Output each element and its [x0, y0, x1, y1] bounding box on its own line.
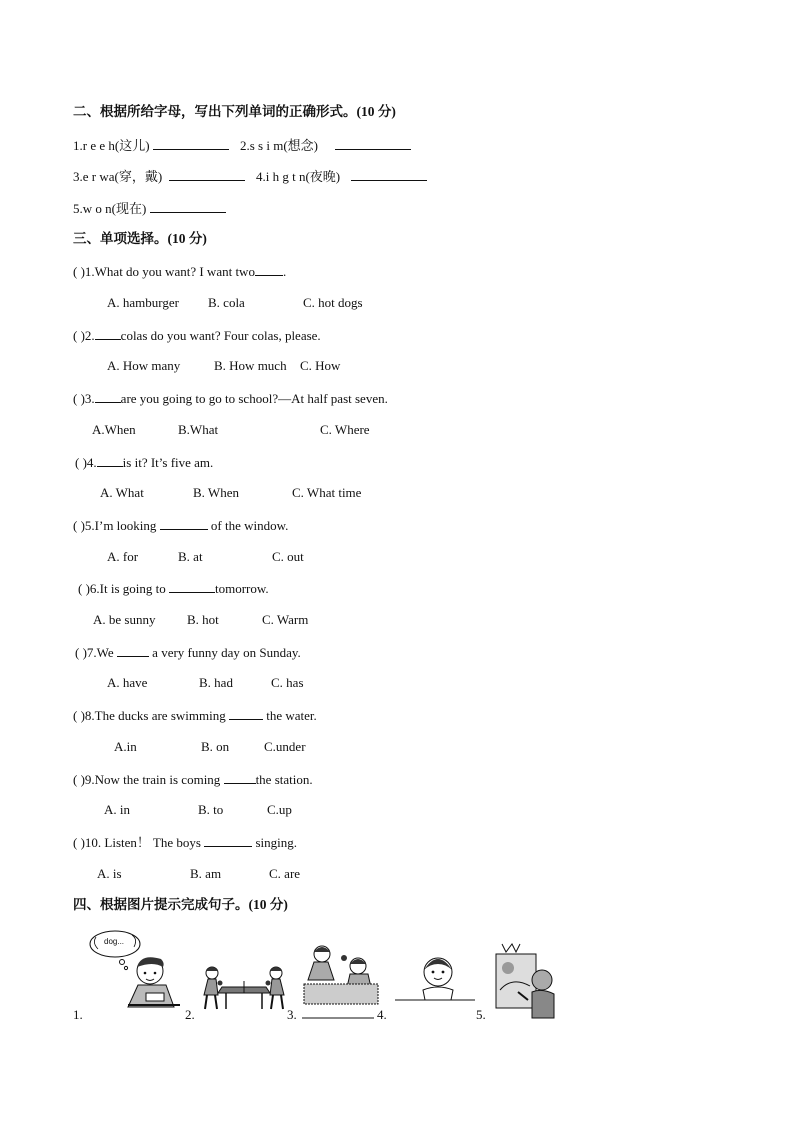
- question-7-tail: a very funny day on Sunday.: [152, 645, 301, 660]
- question-8-stem: ( )8.The ducks are swimming: [73, 708, 226, 723]
- question-3: [73, 390, 388, 407]
- q2-option-a[interactable]: A. How many: [107, 358, 181, 373]
- question-4-blank[interactable]: [97, 454, 123, 467]
- word-item-3-text: 3.e r wa(穿，戴): [73, 169, 163, 184]
- q8-option-c[interactable]: C.under: [264, 739, 306, 754]
- q9-option-a[interactable]: A. in: [104, 802, 130, 817]
- q10-option-a[interactable]: A. is: [97, 866, 122, 881]
- q9-option-b[interactable]: B. to: [198, 802, 224, 817]
- word-item-1: [73, 137, 229, 154]
- question-3-stem: ( )3.: [73, 391, 95, 406]
- picture-number-4: 4.: [377, 1007, 387, 1022]
- question-4: [75, 454, 213, 471]
- question-10: [73, 834, 297, 851]
- word-item-5: [73, 200, 226, 217]
- q8-option-a[interactable]: A.in: [114, 739, 137, 754]
- q10-option-c[interactable]: C. are: [269, 866, 301, 881]
- word-item-4-text: 4.i h g t n(夜晚): [256, 169, 341, 184]
- q6-option-a[interactable]: A. be sunny: [93, 612, 156, 627]
- question-5-tail: of the window.: [210, 518, 289, 533]
- question-8: [73, 707, 317, 724]
- girl-illustration: [393, 950, 477, 1005]
- question-9-blank[interactable]: [224, 771, 256, 784]
- question-4-tail: is it? It’s five am.: [122, 455, 214, 470]
- picture-4-girl: [393, 950, 477, 1005]
- question-1-blank[interactable]: [255, 263, 283, 276]
- question-5: [73, 517, 288, 534]
- picture-1-boy-thinking: [88, 927, 180, 1017]
- section2-heading: 二、根据所给字母，写出下列单词的正确形式。(10 分): [73, 104, 396, 119]
- word-item-4: [256, 168, 427, 185]
- q5-option-b[interactable]: B. at: [178, 549, 203, 564]
- question-9-tail: the station.: [255, 772, 313, 787]
- q3-option-b[interactable]: B.What: [178, 422, 219, 437]
- question-7: [75, 644, 301, 661]
- question-3-blank[interactable]: [95, 390, 121, 403]
- answer-blank-3[interactable]: [169, 168, 245, 181]
- answer-blank-2[interactable]: [335, 137, 411, 150]
- question-9: [73, 771, 313, 788]
- picture-number-5: 5.: [476, 1007, 486, 1022]
- question-2-tail: colas do you want? Four colas, please.: [120, 328, 321, 343]
- picture-number-2: 2.: [185, 1007, 195, 1022]
- question-6-stem: ( )6.It is going to: [78, 581, 166, 596]
- question-10-tail: singing.: [255, 835, 297, 850]
- answer-blank-5[interactable]: [150, 200, 226, 213]
- question-8-blank[interactable]: [229, 707, 263, 720]
- q1-option-b[interactable]: B. cola: [208, 295, 245, 310]
- q4-option-a[interactable]: A. What: [100, 485, 144, 500]
- question-2-blank[interactable]: [95, 327, 121, 340]
- question-6-tail: tomorrow.: [215, 581, 269, 596]
- question-4-stem: ( )4.: [75, 455, 97, 470]
- answer-blank-4[interactable]: [351, 168, 427, 181]
- q1-option-c[interactable]: C. hot dogs: [303, 295, 363, 310]
- question-2-stem: ( )2.: [73, 328, 95, 343]
- q5-option-c[interactable]: C. out: [272, 549, 304, 564]
- q4-option-c[interactable]: C. What time: [292, 485, 362, 500]
- word-item-2: [240, 137, 411, 154]
- question-9-stem: ( )9.Now the train is coming: [73, 772, 221, 787]
- question-10-stem: ( )10. Listen！ The boys: [73, 835, 201, 850]
- painting-illustration: [492, 940, 558, 1020]
- q2-option-b[interactable]: B. How much: [214, 358, 287, 373]
- word-item-2-text: 2.s s i m(想念): [240, 138, 319, 153]
- q4-option-b[interactable]: B. When: [193, 485, 239, 500]
- question-10-blank[interactable]: [204, 834, 252, 847]
- q7-option-b[interactable]: B. had: [199, 675, 233, 690]
- question-1-stem: ( )1.What do you want? I want two: [73, 264, 255, 279]
- question-7-blank[interactable]: [117, 644, 149, 657]
- thought-bubble-text: dog...: [104, 937, 125, 946]
- question-8-tail: the water.: [266, 708, 317, 723]
- word-item-1-text: 1.r e e h(这儿): [73, 138, 150, 153]
- q8-option-b[interactable]: B. on: [201, 739, 230, 754]
- boy-thinking-illustration: [88, 927, 180, 1017]
- picture-5-painting: [492, 940, 558, 1020]
- answer-blank-1[interactable]: [153, 137, 229, 150]
- q5-option-a[interactable]: A. for: [107, 549, 139, 564]
- section4-heading: 四、根据图片提示完成句子。(10 分): [73, 897, 288, 912]
- q7-option-c[interactable]: C. has: [271, 675, 304, 690]
- question-5-stem: ( )5.I’m looking: [73, 518, 157, 533]
- question-1-tail: .: [282, 264, 287, 279]
- picture-number-3: 3.: [287, 1007, 297, 1022]
- q1-option-a[interactable]: A. hamburger: [107, 295, 179, 310]
- question-1: [73, 263, 286, 280]
- q9-option-c[interactable]: C.up: [267, 802, 292, 817]
- question-7-stem: ( )7.We: [75, 645, 114, 660]
- word-item-5-text: 5.w o n(现在): [73, 201, 147, 216]
- q6-option-b[interactable]: B. hot: [187, 612, 219, 627]
- children-playing-illustration: [300, 940, 380, 1020]
- q7-option-a[interactable]: A. have: [107, 675, 148, 690]
- word-item-3: [73, 168, 245, 185]
- question-2: [73, 327, 321, 344]
- q2-option-c[interactable]: C. How: [300, 358, 341, 373]
- q6-option-c[interactable]: C. Warm: [262, 612, 309, 627]
- q3-option-a[interactable]: A.When: [92, 422, 136, 437]
- section3-heading: 三、单项选择。(10 分): [73, 231, 207, 246]
- q3-option-c[interactable]: C. Where: [320, 422, 370, 437]
- picture-number-1: 1.: [73, 1007, 83, 1022]
- question-6: [78, 580, 269, 597]
- ping-pong-illustration: [200, 963, 288, 1013]
- picture-2-ping-pong: [200, 963, 288, 1013]
- picture-3-children-playing: [300, 940, 380, 1020]
- q10-option-b[interactable]: B. am: [190, 866, 222, 881]
- question-3-tail: are you going to go to school?—At half past seven.: [120, 391, 388, 406]
- question-5-blank[interactable]: [160, 517, 208, 530]
- question-6-blank[interactable]: [169, 580, 215, 593]
